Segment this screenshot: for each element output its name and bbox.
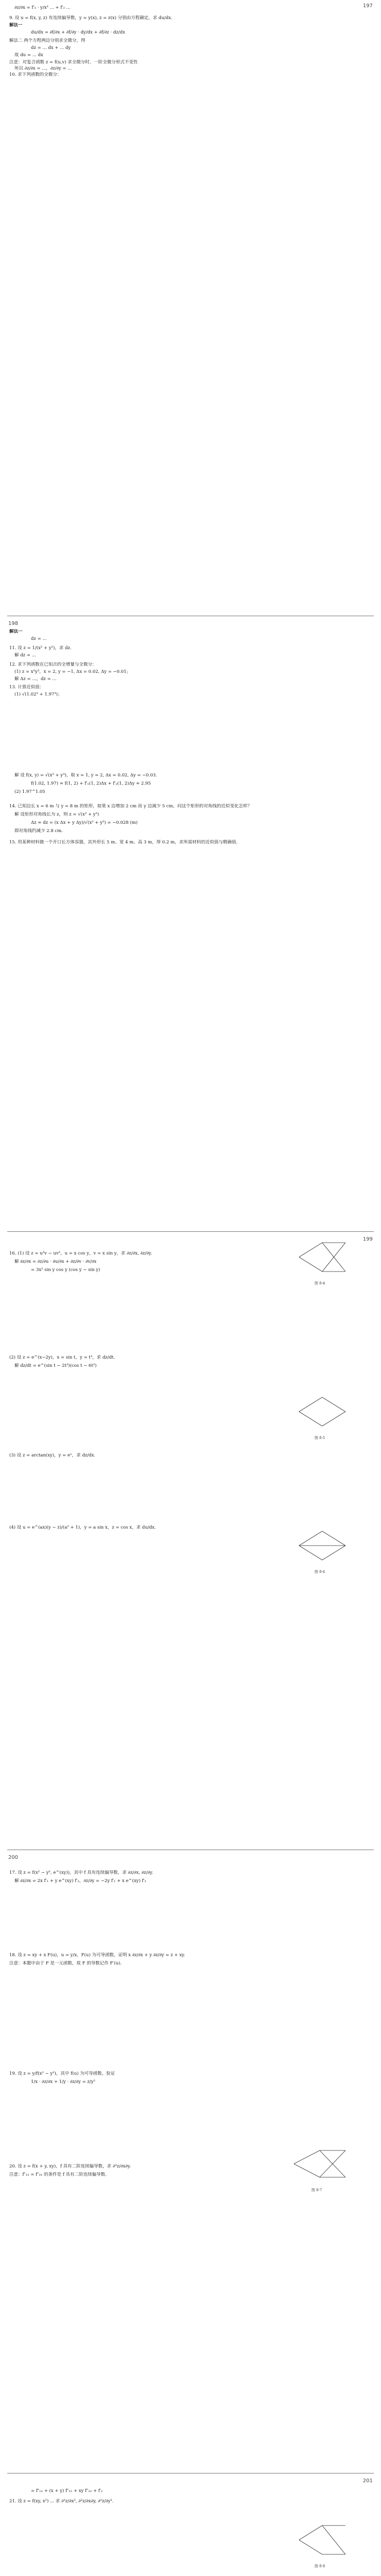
text-line: dz = ... dx + ... dy bbox=[31, 45, 71, 50]
text-line: 所以 ∂z/∂x = ...，∂z/∂y = ... bbox=[14, 66, 72, 71]
page-number: 197 bbox=[362, 3, 373, 9]
text-line: 1/x · ∂z/∂x + 1/y · ∂z/∂y = z/y² bbox=[31, 2079, 95, 2084]
figure-caption: 图 8-5 bbox=[314, 1436, 325, 1440]
page-3 bbox=[0, 1236, 381, 1700]
text-line: f(1.02, 1.97) ≈ f(1, 2) + f′ₓ(1, 2)Δx + f′ᵧ(1, 2)Δy ≈ 2.95 bbox=[31, 781, 151, 786]
text-line: 17. 设 z = f(x² − y², e^(xy))，其中 f 具有连续偏导数，求 ∂z/∂x, ∂z/∂y. bbox=[9, 1870, 154, 1875]
tree-diagram-icon bbox=[294, 1525, 351, 1566]
page-number: 201 bbox=[362, 2478, 373, 2484]
text-line: 即对角线约减少 2.8 cm. bbox=[14, 828, 63, 834]
text-line: (1) √(1.02³ + 1.97³)； bbox=[14, 692, 62, 697]
text-line: 注意：对复合函数 z = f(u,v) 求全微分时，一阶全微分形式不变性 bbox=[9, 60, 138, 65]
figure-8-4 bbox=[294, 1236, 351, 1285]
text-line: 10. 求下列函数的全微分： bbox=[9, 72, 62, 77]
text-line: 18. 设 z = xy + x F(u)，u = y/x，F(u) 为可导函数，证明 x ∂z/∂x + y ∂z/∂y = z + xy. bbox=[9, 1953, 186, 1958]
text-line: 注意：本题中由于 F 是一元函数，故 F 的导数记作 F′(u). bbox=[9, 1961, 122, 1966]
text-line: 15. 用某种材料做一个开口长方体容器，其外形长 5 m、宽 4 m、高 3 m，厚 0.2 m，求所需材料的近似值与精确值. bbox=[9, 840, 238, 845]
figure-8-7 bbox=[289, 2143, 351, 2192]
page-number: 200 bbox=[8, 1855, 19, 1860]
text-line: 21. 设 z = f(xy, x²) ... 求 ∂²z/∂x², ∂²z/∂x∂y, ∂²z/∂y². bbox=[9, 2499, 114, 2504]
tree-diagram-icon bbox=[294, 1391, 351, 1432]
text-line: 注意：f″₁₂ = f″₂₁ 的条件是 f 具有二阶连续偏导数. bbox=[9, 2172, 107, 2177]
tree-diagram-icon bbox=[294, 1236, 351, 1278]
page-number: 199 bbox=[362, 1236, 373, 1242]
figure-caption: 图 8-8 bbox=[314, 2564, 325, 2568]
figure-8-5 bbox=[294, 1391, 351, 1440]
page-divider bbox=[7, 1231, 374, 1232]
tree-diagram-icon bbox=[294, 2519, 351, 2561]
page-5 bbox=[0, 2478, 381, 2576]
text-line: 16. (1) 设 z = u²v − uv²，u = x cos y，v = x sin y，求 ∂z/∂x, ∂z/∂y. bbox=[9, 1251, 152, 1256]
text-line: 19. 设 z = y/f(x² − y²)，其中 f(u) 为可导函数，验证 bbox=[9, 2071, 115, 2076]
figure-caption: 图 8-6 bbox=[314, 1570, 325, 1574]
text-line: 20. 设 z = f(x + y, xy)，f 具有二阶连续偏导数，求 ∂²z/∂x∂y. bbox=[9, 2164, 131, 2169]
text-line: (4) 设 u = e^(ax)(y − z)/(a² + 1)，y = a sin x，z = cos x，求 du/dx. bbox=[9, 1525, 156, 1530]
tree-diagram-icon bbox=[289, 2143, 351, 2184]
text-line: 解 dz = ... bbox=[14, 653, 36, 658]
text-line: 14. 已知边长 x = 6 m 与 y = 8 m 的矩形，如果 x 边增加 2 cm 而 y 边减少 5 cm，问这个矩形的对角线的近似变化怎样？ bbox=[9, 804, 252, 809]
text-line: (3) 设 z = arctan(xy)，y = eˣ，求 dz/dx. bbox=[9, 1453, 95, 1458]
text-line: 解法一 bbox=[9, 23, 23, 28]
text-line: 解法一 bbox=[9, 629, 23, 634]
page-2-continued bbox=[0, 773, 381, 927]
text-line: du/dx = ∂f/∂x + ∂f/∂y · dy/dx + ∂f/∂z · dz/dx bbox=[31, 30, 125, 35]
text-line: 解法二 两个方程两边分别求全微分，得 bbox=[9, 38, 86, 43]
text-line: (2) 设 z = e^(x−2y)，x = sin t，y = t³，求 dz/dt. bbox=[9, 1355, 115, 1360]
text-line: 解 ∂z/∂x = 2x f′₁ + y e^(xy) f′₂，∂z/∂y = −2y f′₁ + x e^(xy) f′₂ bbox=[14, 1878, 146, 1884]
figure-8-6 bbox=[294, 1525, 351, 1574]
text-line: 解 设 f(x, y) = √(x³ + y³)，取 x = 1, y = 2, Δx = 0.02, Δy = −0.03. bbox=[14, 773, 157, 778]
figure-caption: 图 8-4 bbox=[314, 1281, 325, 1285]
page-number: 198 bbox=[8, 621, 19, 626]
text-line: (2) 1.97^1.05 bbox=[14, 789, 45, 794]
text-line: 解 dz/dt = e^(sin t − 2t³)(cos t − 6t²) bbox=[14, 1363, 97, 1368]
text-line: = 3x² sin y cos y (cos y − sin y) bbox=[31, 1267, 101, 1273]
page-2 bbox=[0, 621, 381, 698]
figure-8-8 bbox=[294, 2519, 351, 2568]
page-4 bbox=[0, 1855, 381, 2421]
text-line: dz = ... bbox=[31, 636, 47, 641]
text-line: 解 设矩形对角线长为 z，则 z = √(x² + y²) bbox=[14, 812, 100, 817]
text-line: 9. 设 u = f(x, y, z) 有连续偏导数，y = y(x), z = z(x) 分别由方程确定，求 du/dx. bbox=[9, 15, 173, 21]
text-line: 13. 计算近似值： bbox=[9, 685, 44, 690]
text-line: = f″₁₁ + (x + y) f″₁₂ + xy f″₂₂ + f′₂ bbox=[31, 2488, 103, 2494]
figure-caption: 图 8-7 bbox=[311, 2188, 322, 2192]
text-line: 12. 求下列函数在已知点的全增量与全微分： bbox=[9, 662, 97, 667]
text-line: Δz ≈ dz = (x Δx + y Δy)/√(x² + y²) = −0.028 (m) bbox=[31, 820, 138, 825]
text-line: 解 ∂z/∂x = ∂z/∂u · ∂u/∂x + ∂z/∂v · ∂v/∂x bbox=[14, 1259, 97, 1264]
text-line: (1) z = x²y³，x = 2, y = −1, Δx = 0.02, Δy = −0.01; bbox=[14, 669, 128, 674]
text-line: 解 Δz = ...，dz = ... bbox=[14, 676, 57, 682]
text-line: 11. 设 z = 1/(x² + y²)，求 dz. bbox=[9, 646, 72, 651]
text-line: ∂z/∂x = f′₁ · y/x² ... + f′₂ ... bbox=[14, 5, 71, 10]
page-1 bbox=[0, 0, 381, 77]
text-line: 故 du = ... dx bbox=[14, 53, 43, 58]
